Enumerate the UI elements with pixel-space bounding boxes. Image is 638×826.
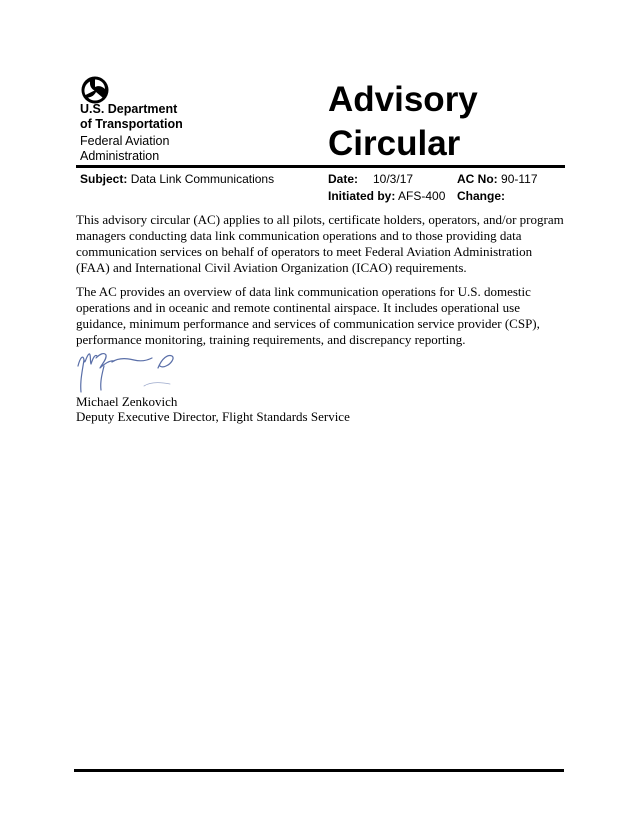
footer-divider	[74, 769, 564, 772]
change-label: Change:	[457, 189, 505, 203]
ac-number-field	[457, 172, 538, 187]
initiated-by-value: AFS-400	[398, 189, 446, 203]
change-field	[457, 189, 505, 204]
initiated-by-label: Initiated by:	[328, 189, 396, 203]
document-title-line1: Advisory	[328, 80, 478, 119]
agency-name-line2: Administration	[80, 149, 160, 163]
ac-number-label: AC No:	[457, 172, 498, 186]
agency-name-line1: Federal Aviation	[80, 134, 170, 148]
date-label-field	[328, 172, 358, 187]
subject-value: Data Link Communications	[130, 172, 275, 186]
ac-number-value: 90-117	[501, 172, 538, 186]
subject-label: Subject:	[80, 172, 128, 186]
initiated-by-field	[328, 189, 445, 204]
body-paragraph-1: This advisory circular (AC) applies to all pilots, certificate holders, operators, and/or program managers conducting data link communication operations and to those providing data communication services on behalf of operators to meet Federal Aviation Administration (FAA) and International Civil Aviation Organization (ICAO) requirements.	[76, 212, 564, 275]
dot-logo-icon	[80, 76, 110, 104]
subject-field	[80, 172, 274, 187]
document-title-line2: Circular	[328, 124, 461, 163]
signer-name: Michael Zenkovich	[76, 394, 178, 409]
department-name-line2: of Transportation	[80, 117, 183, 131]
department-name-line1: U.S. Department	[80, 102, 178, 116]
signature-icon	[74, 346, 184, 394]
header-divider	[76, 165, 565, 168]
signer-title: Deputy Executive Director, Flight Standards Service	[76, 409, 350, 424]
date-value: 10/3/17	[373, 172, 414, 186]
date-label: Date:	[328, 172, 359, 186]
body-paragraph-2: The AC provides an overview of data link communication operations for U.S. domestic operations and in oceanic and remote continental airspace. It includes operational use guidance, minimum performance and services of communication service provider (CSP), performance monitoring, training requirements, and discrepancy reporting.	[76, 284, 540, 347]
